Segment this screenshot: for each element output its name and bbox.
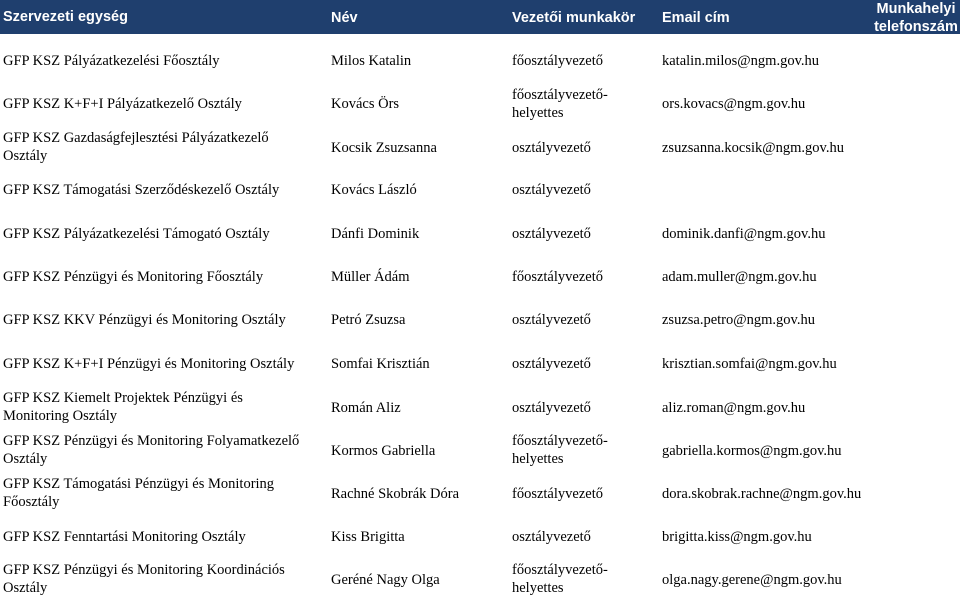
table-row <box>0 528 960 548</box>
cell-unit: GFP KSZ Pénzügyi és Monitoring Koordinációs Osztály <box>3 562 285 596</box>
cell-email[interactable]: adam.muller@ngm.gov.hu <box>662 269 817 285</box>
cell-name: Geréné Nagy Olga <box>331 572 440 588</box>
cell-email[interactable]: dominik.danfi@ngm.gov.hu <box>662 226 826 242</box>
table-row <box>0 475 960 515</box>
cell-name: Kocsik Zsuzsanna <box>331 140 437 156</box>
header-name: Név <box>331 10 358 26</box>
cell-role: főosztályvezető-helyettes <box>512 562 608 596</box>
cell-unit: GFP KSZ Támogatási Pénzügyi és Monitoring Főosztály <box>3 476 275 510</box>
table-row <box>0 311 960 331</box>
cell-email[interactable]: ors.kovacs@ngm.gov.hu <box>662 96 806 112</box>
cell-role: főosztályvezető <box>512 486 603 502</box>
header-unit: Szervezeti egység <box>3 9 128 25</box>
cell-role: főosztályvezető <box>512 53 603 69</box>
cell-role: főosztályvezető <box>512 269 603 285</box>
table-row <box>0 389 960 429</box>
table-row <box>0 52 960 72</box>
cell-name: Román Aliz <box>331 400 401 416</box>
cell-email[interactable]: zsuzsa.petro@ngm.gov.hu <box>662 312 815 328</box>
cell-email[interactable]: katalin.milos@ngm.gov.hu <box>662 53 820 69</box>
cell-role: osztályvezető <box>512 400 591 416</box>
cell-name: Müller Ádám <box>331 269 410 285</box>
cell-unit: GFP KSZ Pénzügyi és Monitoring Főosztály <box>3 269 264 285</box>
cell-name: Rachné Skobrák Dóra <box>331 486 460 502</box>
cell-unit: GFP KSZ Pályázatkezelési Támogató Osztály <box>3 226 270 242</box>
table-row <box>0 129 960 169</box>
cell-role: osztályvezető <box>512 356 591 372</box>
cell-unit: GFP KSZ K+F+I Pályázatkezelő Osztály <box>3 96 242 112</box>
cell-role: főosztályvezető-helyettes <box>512 433 608 467</box>
cell-name: Petró Zsuzsa <box>331 312 406 328</box>
cell-name: Kiss Brigitta <box>331 529 405 545</box>
cell-unit: GFP KSZ Pénzügyi és Monitoring Folyamatkezelő Osztály <box>3 433 300 467</box>
cell-role: osztályvezető <box>512 140 591 156</box>
cell-role: osztályvezető <box>512 529 591 545</box>
cell-unit: GFP KSZ Pályázatkezelési Főosztály <box>3 53 220 69</box>
cell-name: Somfai Krisztián <box>331 356 430 372</box>
cell-name: Kovács László <box>331 182 417 198</box>
cell-email[interactable]: aliz.roman@ngm.gov.hu <box>662 400 806 416</box>
table-row <box>0 561 960 599</box>
cell-name: Milos Katalin <box>331 53 412 69</box>
cell-role: főosztályvezető-helyettes <box>512 87 608 121</box>
cell-unit: GFP KSZ Kiemelt Projektek Pénzügyi és Monitoring Osztály <box>3 390 243 424</box>
cell-unit: GFP KSZ KKV Pénzügyi és Monitoring Osztály <box>3 312 286 328</box>
cell-name: Dánfi Dominik <box>331 226 420 242</box>
cell-email[interactable]: zsuzsanna.kocsik@ngm.gov.hu <box>662 140 844 156</box>
cell-email[interactable]: brigitta.kiss@ngm.gov.hu <box>662 529 812 545</box>
cell-name: Kormos Gabriella <box>331 443 436 459</box>
table-row <box>0 432 960 472</box>
header-email: Email cím <box>662 10 730 26</box>
cell-unit: GFP KSZ Fenntartási Monitoring Osztály <box>3 529 246 545</box>
cell-unit: GFP KSZ Támogatási Szerződéskezelő Osztály <box>3 182 280 198</box>
cell-unit: GFP KSZ Gazdaságfejlesztési Pályázatkezelő Osztály <box>3 130 269 164</box>
cell-email[interactable]: gabriella.kormos@ngm.gov.hu <box>662 443 842 459</box>
cell-unit: GFP KSZ K+F+I Pénzügyi és Monitoring Osztály <box>3 356 295 372</box>
cell-email[interactable]: krisztian.somfai@ngm.gov.hu <box>662 356 837 372</box>
cell-role: osztályvezető <box>512 226 591 242</box>
table-row <box>0 181 960 201</box>
table-row <box>0 268 960 288</box>
table-row <box>0 86 960 126</box>
header-role: Vezetői munkakör <box>512 10 636 26</box>
table-row <box>0 355 960 375</box>
table-header <box>0 0 960 34</box>
cell-role: osztályvezető <box>512 312 591 328</box>
cell-name: Kovács Örs <box>331 96 400 112</box>
cell-role: osztályvezető <box>512 182 591 198</box>
table-row <box>0 225 960 245</box>
cell-email[interactable]: olga.nagy.gerene@ngm.gov.hu <box>662 572 842 588</box>
cell-email[interactable]: dora.skobrak.rachne@ngm.gov.hu <box>662 486 862 502</box>
header-phone: Munkahelyi telefonszám <box>874 1 958 35</box>
